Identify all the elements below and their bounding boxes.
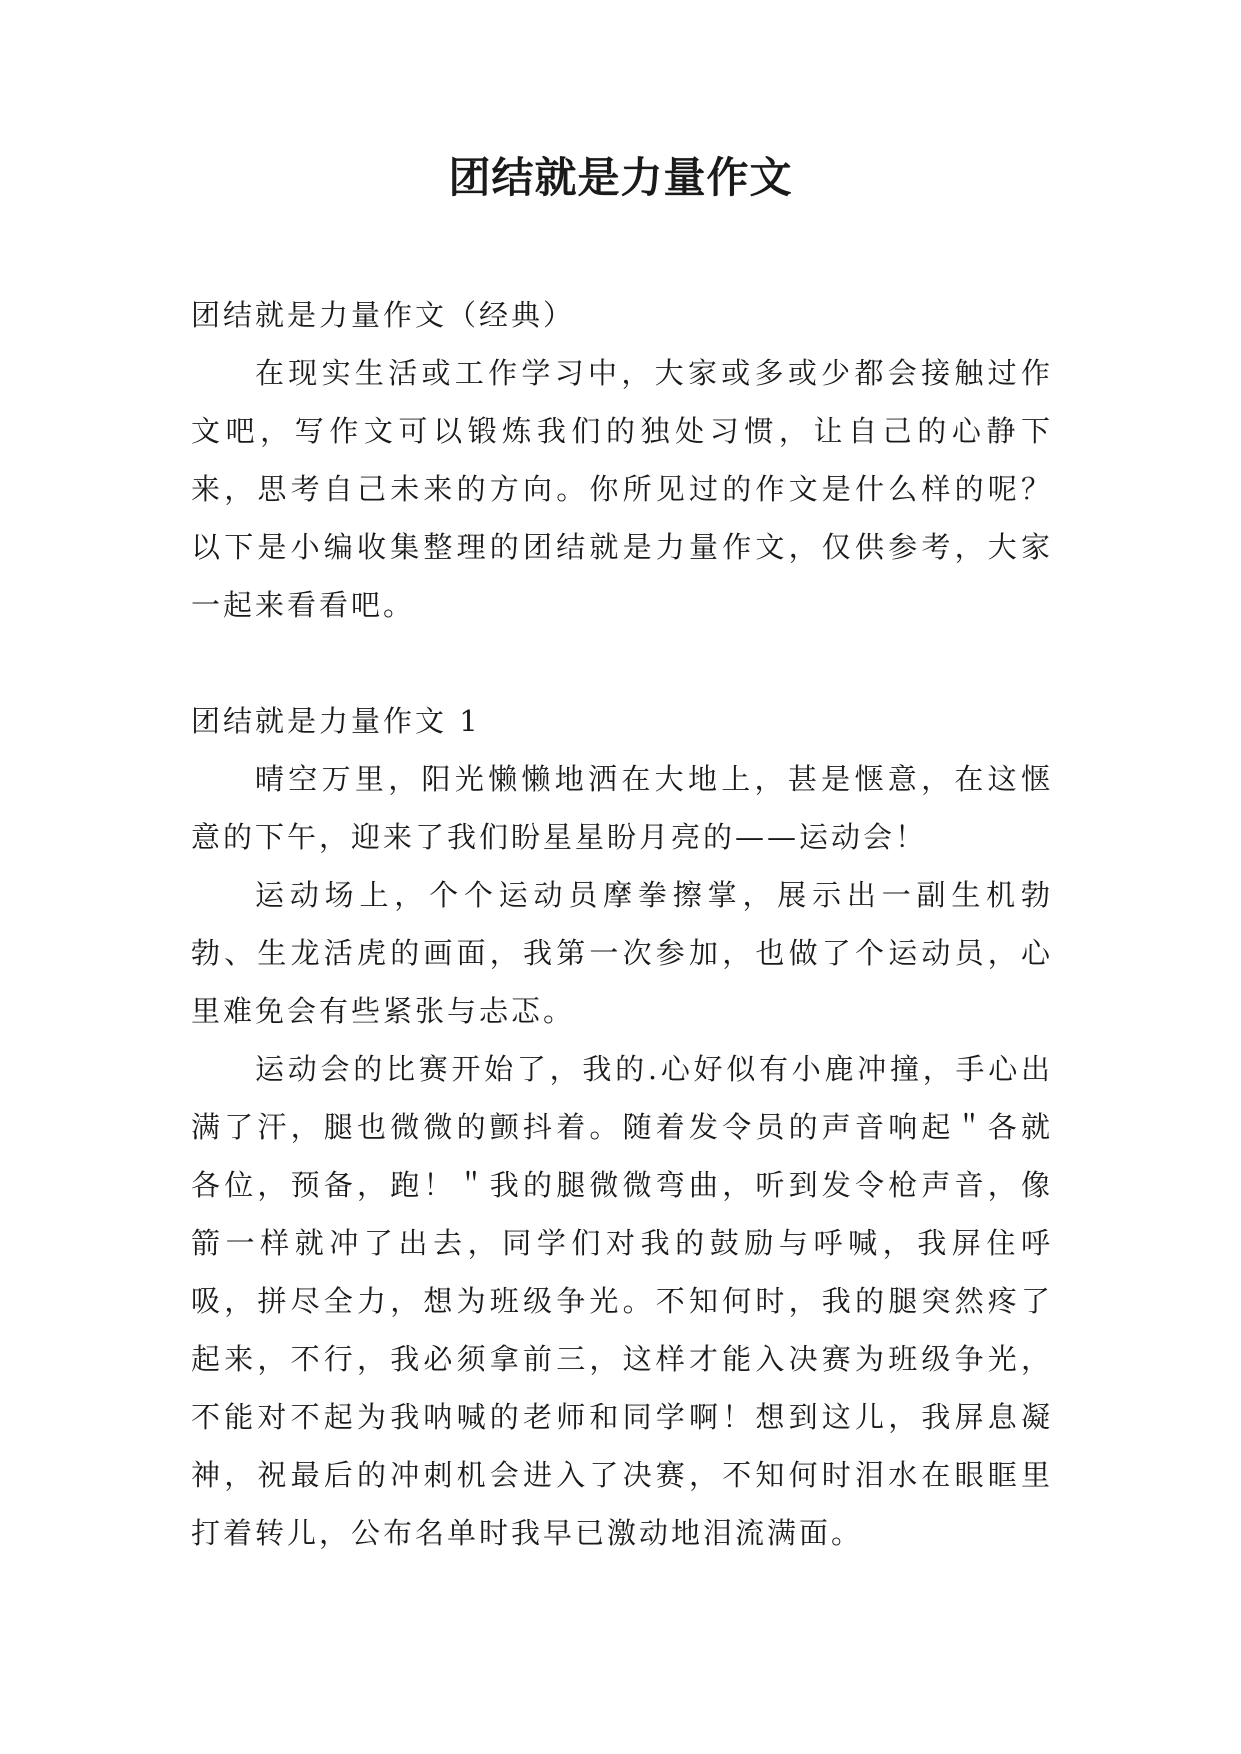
body-paragraph: 运动会的比赛开始了，我的.心好似有小鹿冲撞，手心出满了汗，腿也微微的颤抖着。随着发令员的声音响起＂各就各位，预备，跑！＂我的腿微微弯曲，听到发令枪声音，像箭一样就冲了出去，同学们对我的鼓励与呼喊，我屏住呼吸，拼尽全力，想为班级争光。不知何时，我的腿突然疼了起来，不行，我必须拿前三，这样才能入决赛为班级争光，不能对不起为我呐喊的老师和同学啊！想到这儿，我屏息凝神，祝最后的冲刺机会进入了决赛，不知何时泪水在眼眶里打着转儿，公布名单时我早已激动地泪流满面。	[191, 1052, 1053, 1550]
document-title: 团结就是力量作文	[448, 153, 793, 202]
section-spacer	[191, 634, 1053, 692]
section-heading: 团结就是力量作文 1	[191, 704, 481, 738]
document-body	[191, 286, 1053, 1562]
subtitle-heading: 团结就是力量作文（经典）	[191, 298, 576, 332]
body-paragraph: 运动场上，个个运动员摩拳擦掌，展示出一副生机勃勃、生龙活虎的画面，我第一次参加，也做了个运动员，心里难免会有些紧张与忐忑。	[191, 878, 1053, 1028]
body-paragraph: 晴空万里，阳光懒懒地洒在大地上，甚是惬意，在这惬意的下午，迎来了我们盼星星盼月亮的——运动会！	[191, 762, 1053, 854]
intro-paragraph: 在现实生活或工作学习中，大家或多或少都会接触过作文吧，写作文可以锻炼我们的独处习惯，让自己的心静下来，思考自己未来的方向。你所见过的作文是什么样的呢？以下是小编收集整理的团结就是力量作文，仅供参考，大家一起来看看吧。	[191, 356, 1053, 622]
